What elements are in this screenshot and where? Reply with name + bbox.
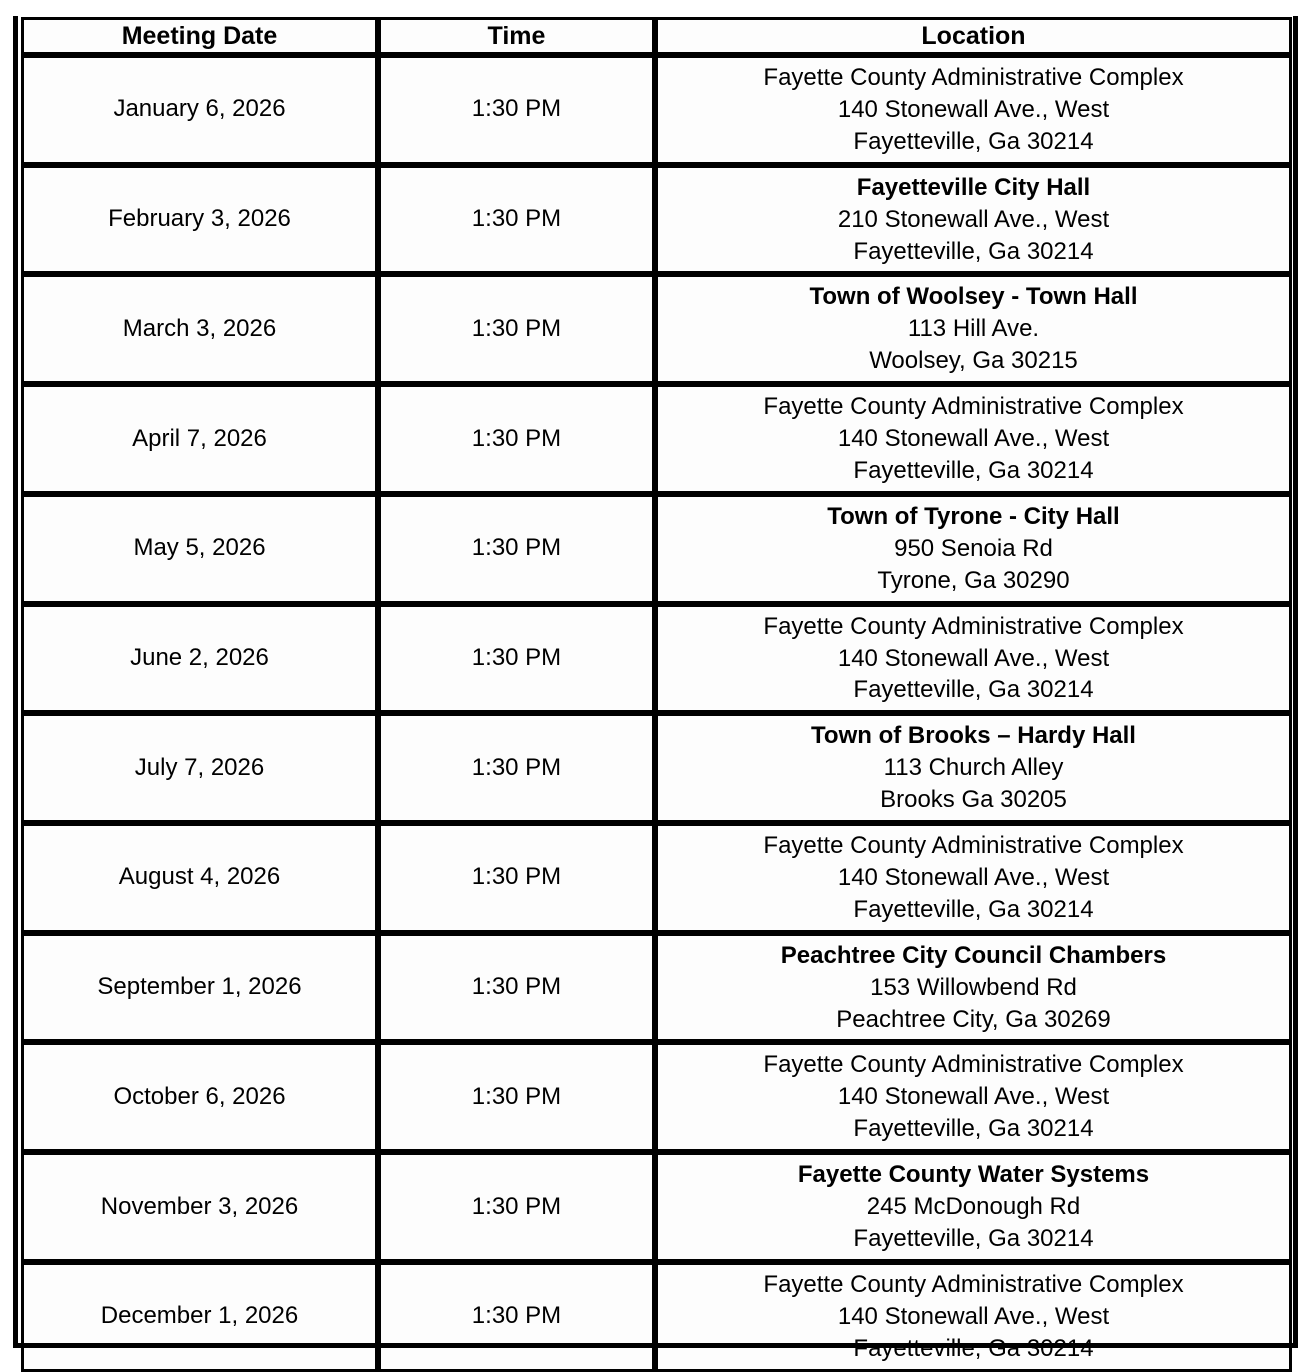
cell-time: 1:30 PM <box>378 1042 655 1152</box>
cell-meeting-date: February 3, 2026 <box>21 165 378 275</box>
cell-location <box>655 494 1292 604</box>
column-header-meeting-date: Meeting Date <box>21 17 378 55</box>
location-city-state-zip: Fayetteville, Ga 30214 <box>853 1225 1094 1252</box>
location-street: 153 Willowbend Rd <box>870 973 1077 1001</box>
location-street: 950 Senoia Rd <box>894 534 1053 562</box>
location-street: 113 Church Alley <box>883 754 1064 782</box>
location-street: 140 Stonewall Ave., West <box>837 644 1110 672</box>
cell-meeting-date: July 7, 2026 <box>21 713 378 823</box>
table-header <box>21 17 1292 55</box>
location-venue: Fayetteville City Hall <box>856 173 1091 201</box>
location-city-state-zip: Fayetteville, Ga 30214 <box>853 127 1094 155</box>
cell-location <box>655 713 1292 823</box>
cell-meeting-date: June 2, 2026 <box>21 604 378 714</box>
cell-meeting-date: December 1, 2026 <box>21 1262 378 1372</box>
location-venue: Town of Woolsey - Town Hall <box>809 283 1138 311</box>
table-row <box>21 713 1292 823</box>
location-lines <box>658 387 1289 491</box>
table-row <box>21 823 1292 933</box>
location-venue: Fayette County Administrative Complex <box>763 612 1184 640</box>
column-header-location: Location <box>655 17 1292 55</box>
cell-time: 1:30 PM <box>378 274 655 384</box>
cell-meeting-date: March 3, 2026 <box>21 274 378 384</box>
cell-meeting-date: October 6, 2026 <box>21 1042 378 1152</box>
location-city-state-zip: Fayetteville, Ga 30214 <box>853 895 1094 923</box>
cell-location <box>655 1262 1292 1372</box>
cell-meeting-date: November 3, 2026 <box>21 1152 378 1262</box>
location-street: 210 Stonewall Ave., West <box>837 205 1110 233</box>
location-city-state-zip: Tyrone, Ga 30290 <box>877 566 1070 594</box>
location-city-state-zip: Fayetteville, Ga 30214 <box>853 237 1094 265</box>
cell-location <box>655 1152 1292 1262</box>
table-row <box>21 1152 1292 1262</box>
location-venue: Peachtree City Council Chambers <box>780 941 1167 969</box>
cell-time: 1:30 PM <box>378 1152 655 1262</box>
location-venue: Town of Tyrone - City Hall <box>827 502 1120 530</box>
location-lines <box>658 1045 1289 1149</box>
location-venue: Fayette County Administrative Complex <box>763 64 1184 91</box>
cell-time: 1:30 PM <box>378 933 655 1043</box>
table-row <box>21 1262 1292 1372</box>
location-city-state-zip: Peachtree City, Ga 30269 <box>836 1005 1111 1033</box>
cell-location <box>655 384 1292 494</box>
location-lines <box>658 936 1289 1040</box>
cell-meeting-date: August 4, 2026 <box>21 823 378 933</box>
location-street: 140 Stonewall Ave., West <box>837 863 1110 891</box>
cell-location <box>655 604 1292 714</box>
location-lines <box>658 58 1289 162</box>
cell-location <box>655 933 1292 1043</box>
location-street: 140 Stonewall Ave., West <box>837 1302 1110 1330</box>
cell-time: 1:30 PM <box>378 55 655 165</box>
location-lines <box>658 1155 1289 1259</box>
location-venue: Fayette County Administrative Complex <box>763 832 1184 860</box>
location-venue: Fayette County Administrative Complex <box>763 1051 1184 1079</box>
cell-time: 1:30 PM <box>378 713 655 823</box>
cell-location <box>655 1042 1292 1152</box>
cell-meeting-date: April 7, 2026 <box>21 384 378 494</box>
header-row <box>21 17 1292 55</box>
location-lines <box>658 607 1289 711</box>
location-lines <box>658 826 1289 930</box>
location-street: 140 Stonewall Ave., West <box>837 95 1110 123</box>
location-lines <box>658 277 1289 381</box>
location-city-state-zip: Fayetteville, Ga 30214 <box>853 1115 1094 1143</box>
cell-time: 1:30 PM <box>378 823 655 933</box>
location-lines <box>658 1265 1289 1369</box>
table-row <box>21 933 1292 1043</box>
cell-location <box>655 55 1292 165</box>
location-venue: Fayette County Administrative Complex <box>763 1270 1184 1298</box>
table-row <box>21 55 1292 165</box>
table-row <box>21 1042 1292 1152</box>
location-city-state-zip: Brooks Ga 30205 <box>880 786 1067 814</box>
table-row <box>21 274 1292 384</box>
location-venue: Fayette County Administrative Complex <box>763 393 1184 421</box>
cell-time: 1:30 PM <box>378 604 655 714</box>
cell-time: 1:30 PM <box>378 384 655 494</box>
cell-time: 1:30 PM <box>378 165 655 275</box>
location-city-state-zip: Woolsey, Ga 30215 <box>869 347 1078 375</box>
location-lines <box>658 716 1289 820</box>
location-lines <box>658 497 1289 601</box>
table-row <box>21 384 1292 494</box>
location-city-state-zip: Fayetteville, Ga 30214 <box>853 1334 1094 1362</box>
location-venue: Fayette County Water Systems <box>797 1161 1150 1189</box>
cell-meeting-date: September 1, 2026 <box>21 933 378 1043</box>
location-street: 140 Stonewall Ave., West <box>837 1083 1110 1111</box>
location-city-state-zip: Fayetteville, Ga 30214 <box>853 456 1094 484</box>
location-city-state-zip: Fayetteville, Ga 30214 <box>853 676 1094 704</box>
location-street: 113 Hill Ave. <box>907 315 1040 343</box>
table-body <box>21 55 1292 1372</box>
location-street: 245 McDonough Rd <box>866 1193 1081 1221</box>
cell-meeting-date: January 6, 2026 <box>21 55 378 165</box>
table-row <box>21 165 1292 275</box>
table-row <box>21 494 1292 604</box>
location-venue: Town of Brooks – Hardy Hall <box>811 722 1136 750</box>
cell-time: 1:30 PM <box>378 1262 655 1372</box>
location-street: 140 Stonewall Ave., West <box>837 425 1110 453</box>
column-header-time: Time <box>378 17 655 55</box>
cell-time: 1:30 PM <box>378 494 655 604</box>
meeting-schedule-table <box>21 17 1292 1372</box>
cell-location <box>655 274 1292 384</box>
cell-location <box>655 823 1292 933</box>
location-lines <box>658 168 1289 272</box>
table-row <box>21 604 1292 714</box>
cell-meeting-date: May 5, 2026 <box>21 494 378 604</box>
cell-location <box>655 165 1292 275</box>
